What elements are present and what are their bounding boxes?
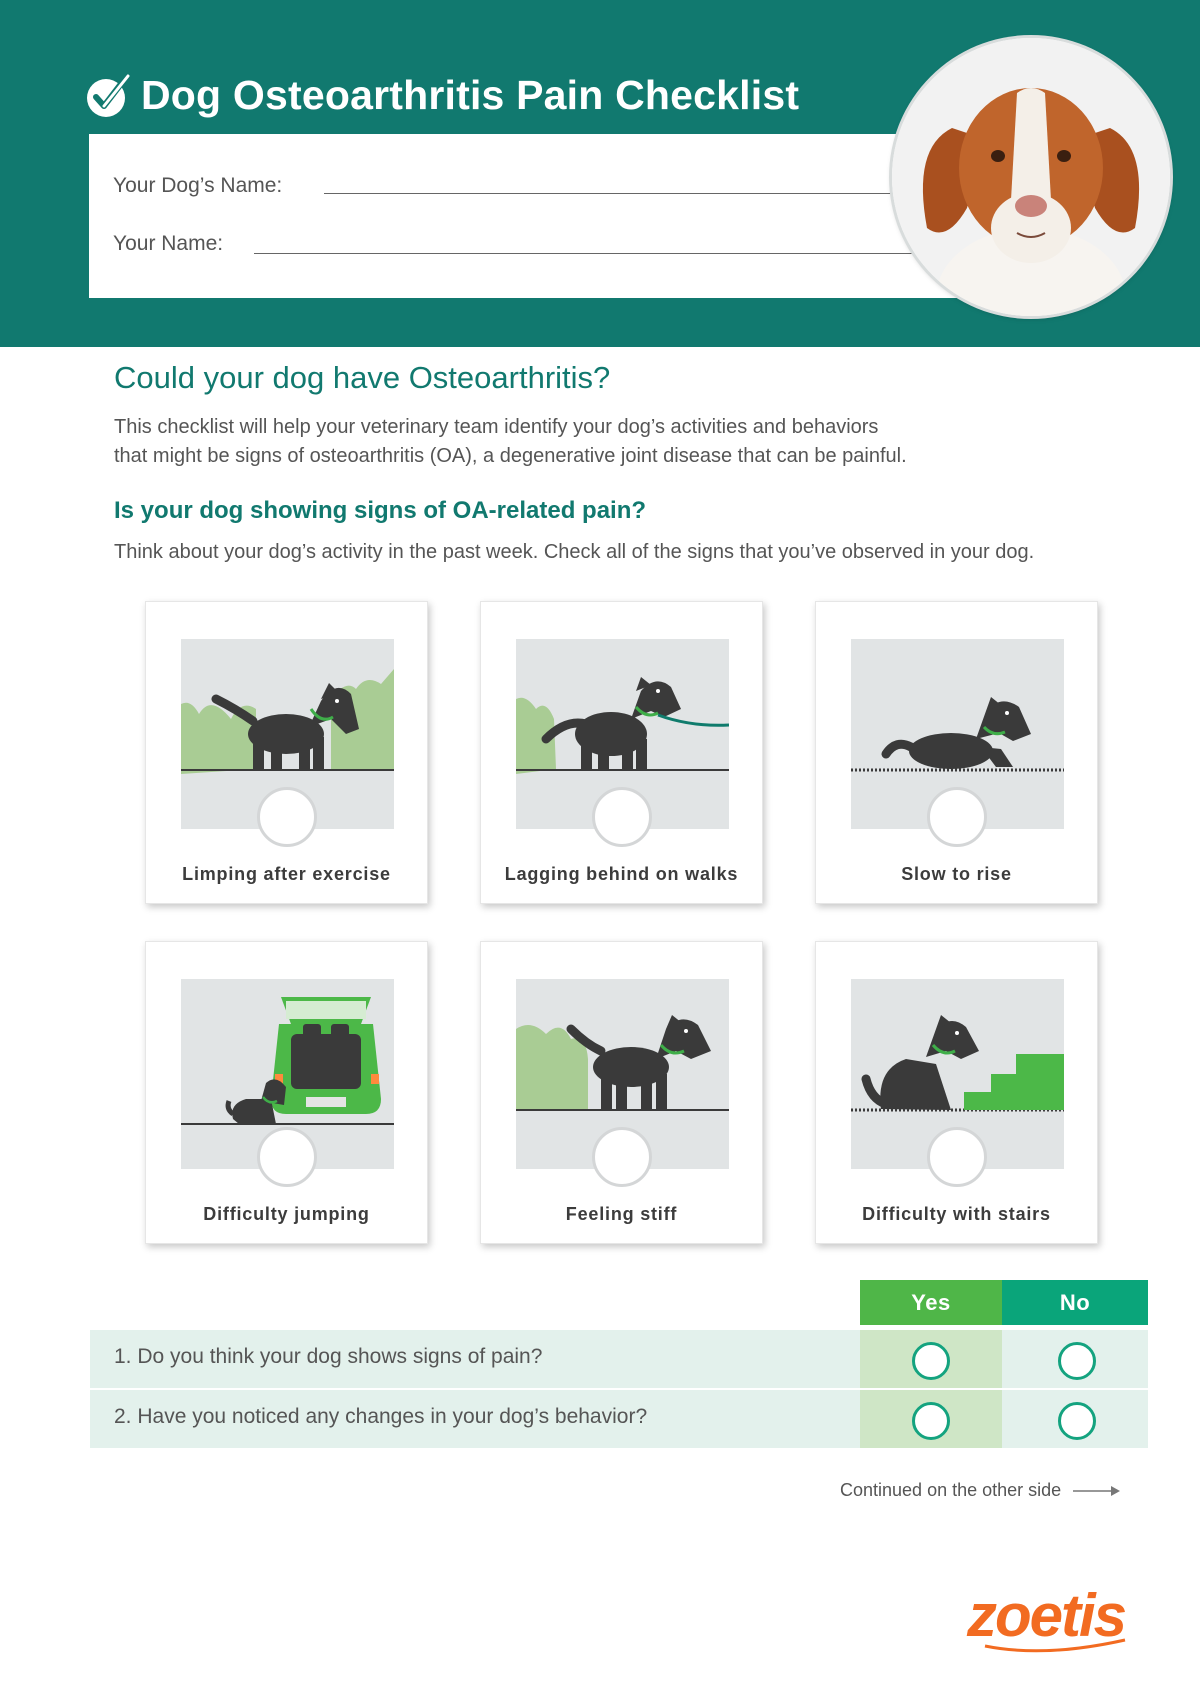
stiff-checkbox[interactable] bbox=[592, 1127, 652, 1187]
signs-heading: Is your dog showing signs of OA-related pain? bbox=[114, 497, 647, 524]
jumping-checkbox[interactable] bbox=[257, 1127, 317, 1187]
question-2-no-radio[interactable] bbox=[1058, 1402, 1096, 1440]
checkmark-circle-icon bbox=[84, 72, 132, 120]
lagging-checkbox[interactable] bbox=[592, 787, 652, 847]
question-1-text: 1. Do you think your dog shows signs of pain? bbox=[114, 1345, 543, 1368]
sign-card-limping bbox=[145, 601, 428, 904]
question-1-no-radio[interactable] bbox=[1058, 1342, 1096, 1380]
no-column-header: No bbox=[1002, 1280, 1148, 1325]
jumping-label: Difficulty jumping bbox=[203, 1204, 370, 1224]
slow-to-rise-checkbox[interactable] bbox=[927, 787, 987, 847]
intro-text bbox=[114, 413, 1074, 471]
intro-text-line-1: This checklist will help your veterinary team identify your dog’s activities and behaviors bbox=[114, 416, 879, 438]
zoetis-wordmark: zoetis bbox=[967, 1582, 1126, 1649]
zoetis-logo bbox=[965, 1578, 1165, 1658]
sign-card-jumping bbox=[145, 941, 428, 1244]
dog-name-field[interactable] bbox=[324, 193, 984, 194]
intro-heading: Could your dog have Osteoarthritis? bbox=[114, 360, 611, 395]
sign-card-stiff bbox=[480, 941, 763, 1244]
owner-name-label: Your Name: bbox=[113, 232, 224, 255]
dog-name-label: Your Dog’s Name: bbox=[113, 174, 283, 197]
limping-label: Limping after exercise bbox=[182, 864, 391, 884]
question-2-text: 2. Have you noticed any changes in your dog’s behavior? bbox=[114, 1405, 648, 1428]
intro-text-line-2: that might be signs of osteoarthritis (OA), a degenerative joint disease that can be painful. bbox=[114, 445, 907, 467]
page-title: Dog Osteoarthritis Pain Checklist bbox=[141, 72, 800, 118]
limping-checkbox[interactable] bbox=[257, 787, 317, 847]
slow-to-rise-label: Slow to rise bbox=[901, 864, 1012, 884]
yes-column-header: Yes bbox=[860, 1280, 1002, 1325]
lagging-label: Lagging behind on walks bbox=[504, 864, 739, 884]
owner-name-field[interactable] bbox=[254, 253, 989, 254]
sign-card-lagging bbox=[480, 601, 763, 904]
continued-note: Continued on the other side bbox=[840, 1480, 1062, 1500]
sign-card-slow-to-rise bbox=[815, 601, 1098, 904]
arrow-right-icon bbox=[1073, 1484, 1121, 1498]
question-row-2 bbox=[90, 1390, 1148, 1448]
question-1-yes-radio[interactable] bbox=[912, 1342, 950, 1380]
dog-portrait-photo bbox=[892, 38, 1170, 316]
signs-instructions: Think about your dog’s activity in the past week. Check all of the signs that you’ve observed in your dog. bbox=[114, 541, 1035, 563]
question-row-1 bbox=[90, 1330, 1148, 1388]
stairs-label: Difficulty with stairs bbox=[862, 1204, 1051, 1224]
stairs-checkbox[interactable] bbox=[927, 1127, 987, 1187]
question-2-yes-radio[interactable] bbox=[912, 1402, 950, 1440]
sign-card-stairs bbox=[815, 941, 1098, 1244]
stiff-label: Feeling stiff bbox=[565, 1204, 678, 1224]
